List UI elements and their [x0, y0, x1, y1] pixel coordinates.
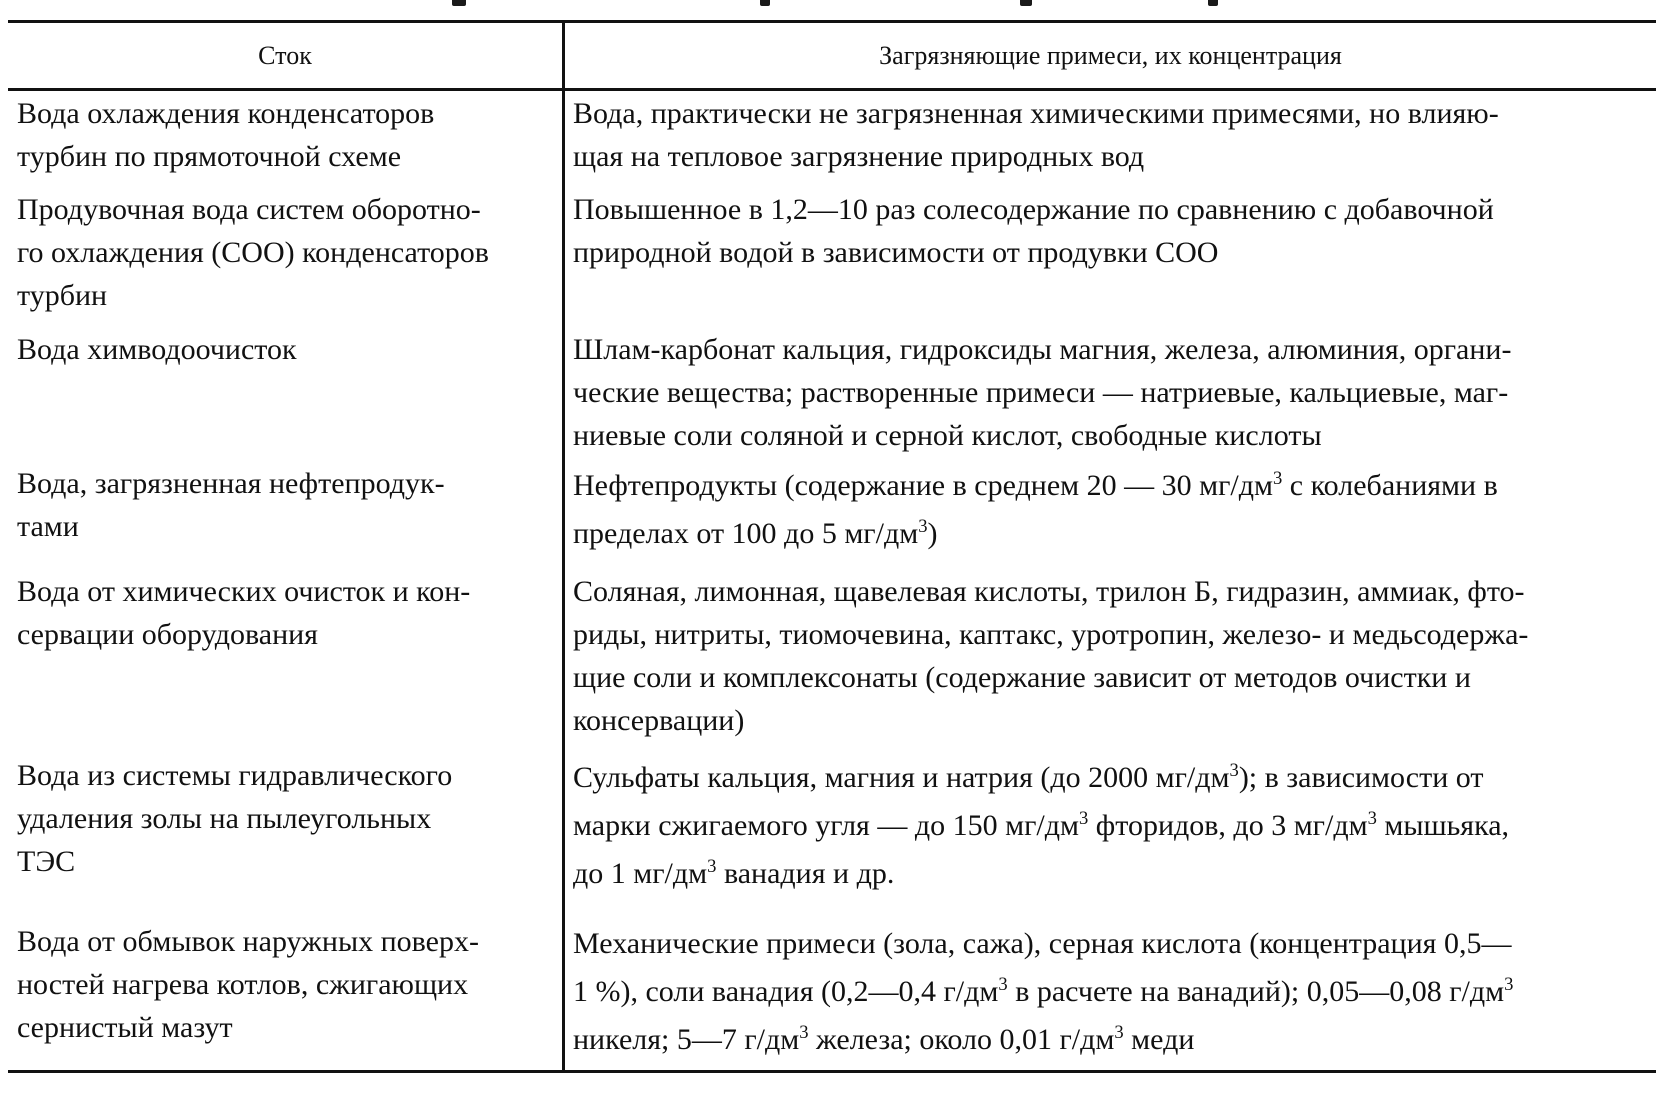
table-column-divider — [562, 20, 565, 1073]
stock-cell — [17, 754, 557, 883]
impurities-line: щие соли и комплексонаты (содержание зависит от методов очистки и — [573, 661, 1471, 694]
impurities-cell — [573, 920, 1653, 1064]
impurities-line: риды, нитриты, тиомочевина, каптакс, уротропин, железо- и медьсодержа- — [573, 618, 1529, 651]
stock-line: сернистый мазут — [17, 1011, 233, 1044]
stock-line: го охлаждения (СОО) конденсаторов — [17, 236, 489, 269]
impurities-line: до 1 $мг/дм^3$ ванадия и др. — [573, 855, 895, 890]
impurities-line: никеля; 5—7 $г/дм^3$ железа; около 0,01 $г/дм^3$ меди — [573, 1021, 1195, 1056]
impurities-cell — [573, 462, 1653, 558]
stock-line: ТЭС — [17, 845, 76, 878]
stock-cell — [17, 328, 557, 371]
stock-cell — [17, 188, 557, 317]
impurities-line: ниевые соли соляной и серной кислот, свободные кислоты — [573, 419, 1322, 452]
stock-cell — [17, 570, 557, 656]
impurities-line: Сульфаты кальция, магния и натрия (до 2000 $мг/дм^3$); в зависимости от — [573, 759, 1484, 794]
stock-line: турбин — [17, 279, 108, 312]
stock-line: тами — [17, 510, 79, 543]
impurities-line: Шлам-карбонат кальция, гидроксиды магния, железа, алюминия, органи- — [573, 333, 1512, 366]
stock-line: Вода химводоочисток — [17, 333, 297, 366]
impurities-line: Вода, практически не загрязненная химическими примесями, но влияю- — [573, 97, 1499, 130]
stock-line: Вода от обмывок наружных поверх- — [17, 925, 479, 958]
header-stock: Сток — [258, 41, 312, 70]
impurities-line: ческие вещества; растворенные примеси — натриевые, кальциевые, маг- — [573, 376, 1509, 409]
impurities-cell — [573, 188, 1653, 274]
table-top-rule — [8, 20, 1656, 23]
impurities-line: Нефтепродукты (содержание в среднем 20 — 30 $мг/дм^3$ с колебаниями в — [573, 467, 1498, 502]
stock-line: турбин по прямоточной схеме — [17, 140, 402, 173]
stock-line: Вода от химических очисток и кон- — [17, 575, 471, 608]
stock-cell — [17, 462, 557, 548]
stock-line: Вода из системы гидравлического — [17, 759, 453, 792]
stock-cell — [17, 920, 557, 1049]
impurities-cell — [573, 328, 1653, 457]
header-impurities: Загрязняющие примеси, их концентрация — [879, 41, 1342, 70]
table-bottom-rule — [8, 1070, 1656, 1073]
table-header-rule — [8, 88, 1656, 91]
stock-line: Вода охлаждения конденсаторов — [17, 97, 435, 130]
impurities-line: марки сжигаемого угля — до 150 $мг/дм^3$ фторидов, до 3 $мг/дм^3$ мышьяка, — [573, 807, 1510, 842]
impurities-cell — [573, 570, 1653, 742]
impurities-line: Соляная, лимонная, щавелевая кислоты, трилон Б, гидразин, аммиак, фто- — [573, 575, 1525, 608]
stock-line: Продувочная вода систем оборотно- — [17, 193, 481, 226]
impurities-line: щая на тепловое загрязнение природных вод — [573, 140, 1145, 173]
impurities-line: пределах от 100 до 5 $мг/дм^3$) — [573, 515, 938, 550]
impurities-line: Повышенное в 1,2—10 раз солесодержание по сравнению с добавочной — [573, 193, 1494, 226]
impurities-cell — [573, 754, 1653, 898]
impurities-line: Механические примеси (зола, сажа), серная кислота (концентрация 0,5— — [573, 927, 1512, 960]
stock-line: Вода, загрязненная нефтепродук- — [17, 467, 445, 500]
stock-cell — [17, 92, 557, 178]
impurities-line: консервации) — [573, 704, 745, 737]
stock-line: сервации оборудования — [17, 618, 318, 651]
stock-line: ностей нагрева котлов, сжигающих — [17, 968, 469, 1001]
impurities-cell — [573, 92, 1653, 178]
impurities-line: природной водой в зависимости от продувки СОО — [573, 236, 1219, 269]
cropped-caption-fragment — [0, 0, 1670, 14]
stock-line: удаления золы на пылеугольных — [17, 802, 432, 835]
impurities-line: 1 %), соли ванадия (0,2—0,4 $г/дм^3$ в расчете на ванадий); 0,05—0,08 $г/дм^3$ — [573, 973, 1514, 1008]
